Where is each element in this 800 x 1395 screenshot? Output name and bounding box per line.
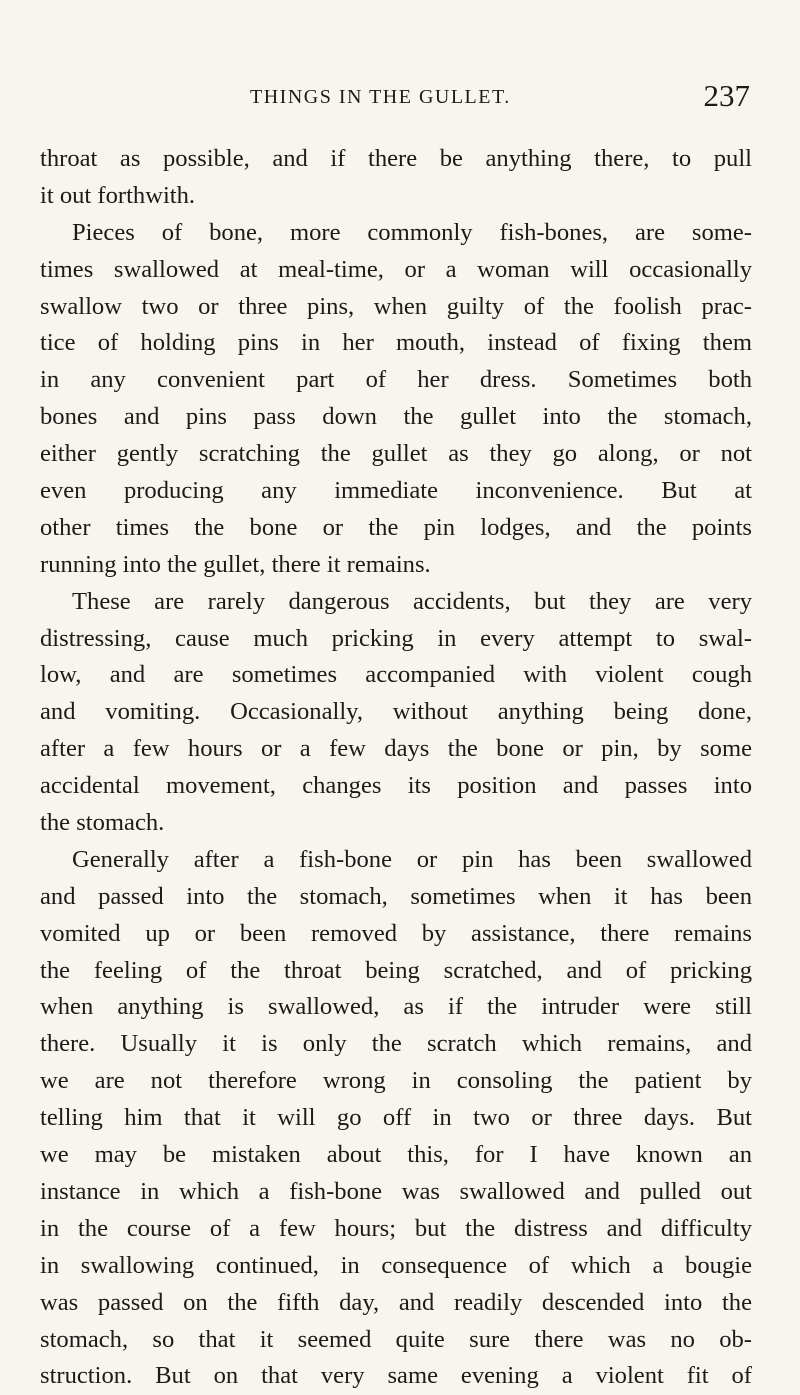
text-line: running into the gullet, there it remains.	[40, 550, 431, 578]
text-line: struction. But on that very same evening a violent fit of	[40, 1362, 752, 1390]
text-line: when anything is swallowed, as if the intruder were still	[40, 993, 752, 1021]
text-line: in any convenient part of her dress. Sometimes both	[40, 366, 752, 394]
text-line: accidental movement, changes its position and passes into	[40, 772, 752, 800]
text-line: telling him that it will go off in two or three days. But	[40, 1104, 752, 1132]
text-line: was passed on the fifth day, and readily descended into the	[40, 1288, 752, 1316]
text-line: and vomiting. Occasionally, without anything being done,	[40, 698, 752, 726]
running-title: THINGS IN THE GULLET.	[250, 86, 511, 108]
text-line: the feeling of the throat being scratched, and of pricking	[40, 956, 752, 984]
text-line: bones and pins pass down the gullet into the stomach,	[40, 403, 752, 431]
text-line: other times the bone or the pin lodges, and the points	[40, 513, 752, 541]
text-line: Pieces of bone, more commonly fish-bones, are some-	[72, 218, 752, 246]
text-line: Generally after a fish-bone or pin has been swallowed	[72, 845, 752, 873]
text-line: after a few hours or a few days the bone or pin, by some	[40, 735, 752, 763]
text-line: in the course of a few hours; but the distress and difficulty	[40, 1214, 752, 1242]
text-line: times swallowed at meal-time, or a woman will occasionally	[40, 255, 752, 283]
text-line: we are not therefore wrong in consoling the patient by	[40, 1067, 752, 1095]
text-line: swallow two or three pins, when guilty of the foolish prac-	[40, 292, 752, 320]
page-number: 237	[703, 78, 750, 113]
text-line: either gently scratching the gullet as they go along, or not	[40, 440, 752, 468]
text-line: throat as possible, and if there be anything there, to pull	[40, 145, 752, 172]
running-head	[40, 78, 760, 118]
text-line: These are rarely dangerous accidents, but they are very	[72, 587, 752, 615]
text-line: the stomach.	[40, 809, 165, 837]
text-line: stomach, so that it seemed quite sure there was no ob-	[40, 1325, 752, 1353]
text-line: instance in which a fish-bone was swallowed and pulled out	[40, 1177, 752, 1205]
text-line: we may be mistaken about this, for I have known an	[40, 1141, 752, 1169]
body-text	[40, 141, 752, 1395]
text-line: even producing any immediate inconvenience. But at	[40, 477, 752, 505]
text-line: in swallowing continued, in consequence of which a bougie	[40, 1251, 752, 1279]
text-line: vomited up or been removed by assistance, there remains	[40, 919, 752, 947]
text-line: distressing, cause much pricking in every attempt to swal-	[40, 624, 752, 652]
text-line: tice of holding pins in her mouth, instead of fixing them	[40, 329, 752, 357]
text-line: low, and are sometimes accompanied with violent cough	[40, 661, 752, 689]
text-line: and passed into the stomach, sometimes when it has been	[40, 882, 752, 910]
text-line: there. Usually it is only the scratch which remains, and	[40, 1030, 752, 1058]
text-line: it out forthwith.	[40, 181, 196, 209]
